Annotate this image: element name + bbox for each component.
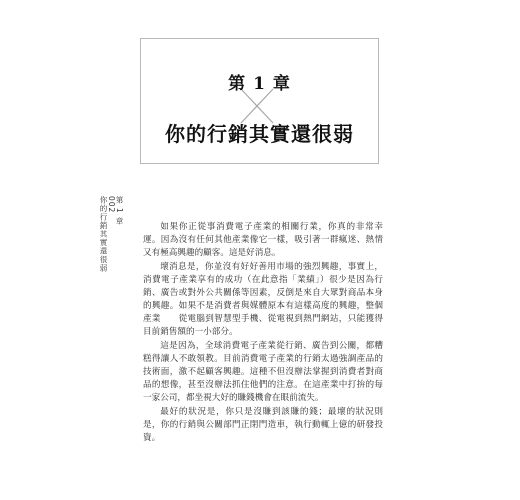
paragraph: 如果你正從事消費電子產業的相關行業，你真的非常幸運。因為沒有任何其他產業像它一樣，吸引著一群瘋迷、熱情又有極高興趣的顧客。這是好消息。 — [143, 222, 383, 258]
running-header — [99, 196, 123, 277]
page-number: 002 — [107, 196, 116, 214]
paragraph: 這是因為，全球消費電子產業從行銷、廣告到公關，都糟糕得讓人不敢領教。目前消費電子產業的行銷太過強調產品的技術面，激不起顧客興趣。這種不但沒辦法掌握到消費者對商品的想像，甚至沒辦法抓住他們的注意。在這產業中打拚的每一家公司，都坐視大好的賺錢機會在眼前流失。 — [143, 341, 383, 403]
running-chapter-label: 第 1 章 — [115, 196, 124, 226]
body-text — [143, 221, 383, 445]
running-title: 你的行銷其實還很弱 — [99, 196, 108, 273]
chapter-title-box — [140, 38, 379, 164]
chapter-title: 你的行銷其實還很弱 — [165, 122, 354, 146]
paragraph: 最好的狀況是，你只是沒賺到該賺的錢；最壞的狀況則是，你的行銷與公關部門正閉門造車，執行動輒上億的研發投資。 — [143, 407, 383, 443]
chapter-number: 第 1 章 — [228, 74, 291, 94]
paragraph: 壞消息是，你並沒有好好善用市場的強烈興趣，事實上，消費電子產業享有的成功（在此意指「業績」）很少是因為行銷、廣告或對外公共關係等因素，反倒是來自大眾對商品本身的興趣。如果不是消費者與媒體原本有這樣高度的興趣，整個產業 從電腦到智慧型手機、從電視到熱門網站，只能獲得目前銷售額的一小部分。 — [143, 262, 383, 337]
